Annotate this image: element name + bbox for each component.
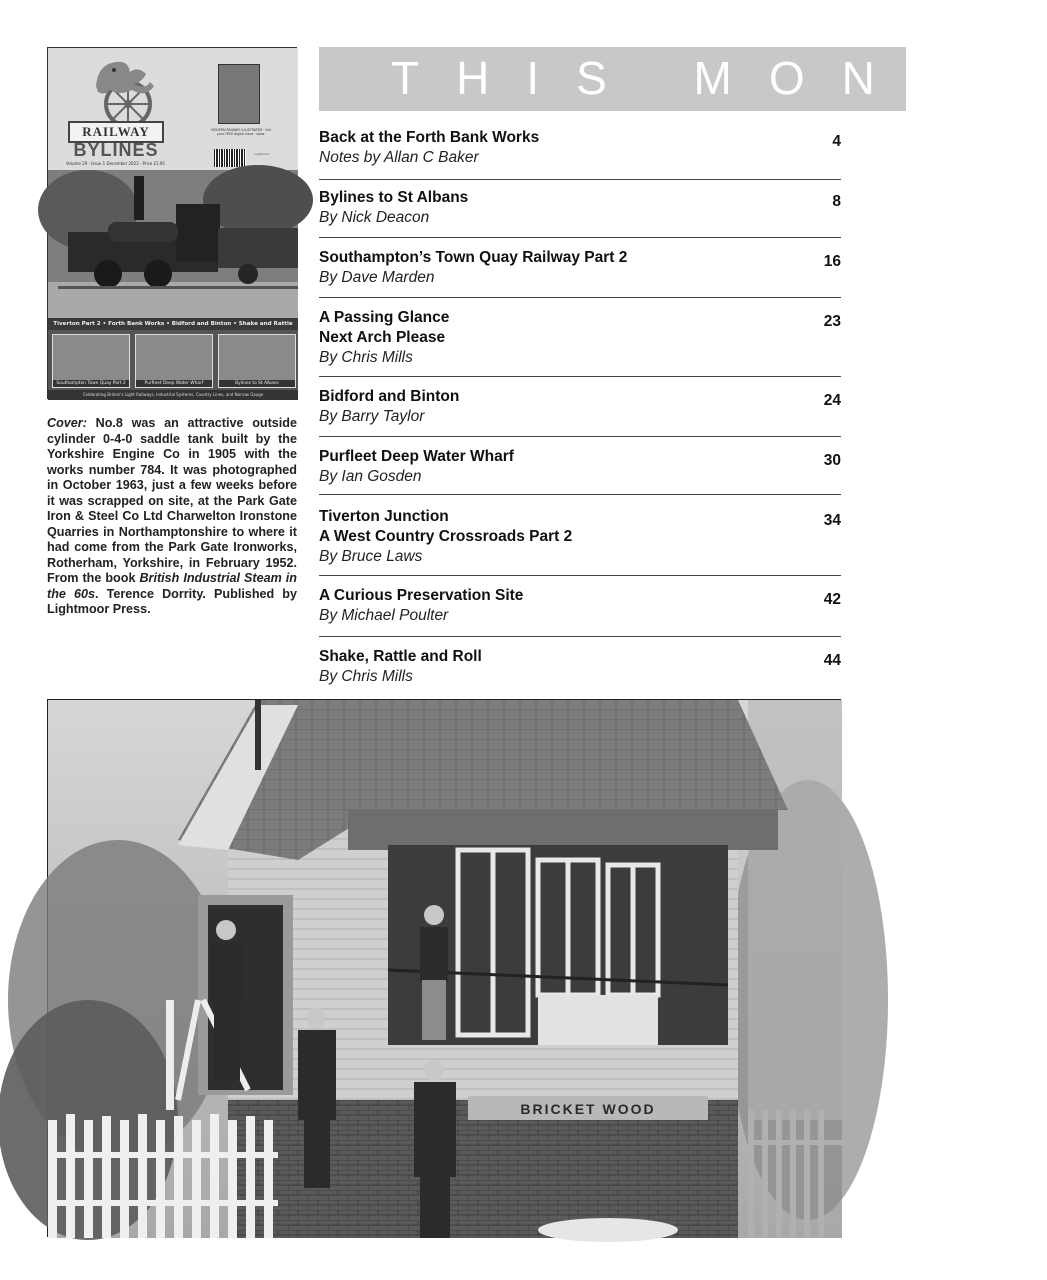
entry-page: 16: [823, 253, 841, 270]
caption-book-title: British Industrial Steam in the 60s: [47, 571, 297, 601]
entry-title: Purfleet Deep Water Wharf: [319, 448, 514, 465]
entry-title: A Curious Preservation Site: [319, 587, 524, 604]
masthead-railway: RAILWAY: [68, 121, 164, 143]
entry-author: By Nick Deacon: [319, 209, 430, 226]
entry-title: Back at the Forth Bank Works: [319, 129, 540, 146]
magazine-cover-thumbnail: [47, 47, 297, 399]
cover-thumb: [52, 334, 130, 388]
cover-thumbnail-row: [48, 330, 298, 390]
entry-page: 42: [823, 591, 841, 608]
entry-title: A Passing Glance: [319, 309, 450, 326]
this-month-banner: [319, 47, 1047, 111]
entry-page: 8: [832, 193, 841, 210]
publisher-mark: Lightmoor: [254, 152, 270, 156]
entry-title: Shake, Rattle and Roll: [319, 648, 482, 665]
entry-subtitle: Next Arch Please: [319, 329, 446, 346]
cover-thumb-caption: Bylines to St Albans: [219, 380, 295, 387]
contents-entry[interactable]: [319, 128, 841, 180]
cover-mini-magazine: [218, 64, 260, 124]
cover-footer: Celebrating Britain's Light Railways, Industrial Systems, Country Lines, and Narrow Gauge: [48, 390, 298, 400]
entry-title: Southampton’s Town Quay Railway Part 2: [319, 249, 628, 266]
entry-title: Tiverton Junction: [319, 508, 449, 525]
entry-author: Notes by Allan C Baker: [319, 149, 479, 166]
entry-page: 4: [832, 133, 841, 150]
caption-body: No.8 was an attractive outside cylinder 0-4-0 saddle tank built by the Yorkshire Engine Co in 1905 with the works number 784. It was photographed in October 1963, just a few weeks before it was scrapped on site, at the Park Gate Iron & Steel Co Ltd Charwelton Ironstone Quarries in Northamptonshire to where it had come from the Park Gate Ironworks, Rotherham, Yorkshire, in February 1952. From the book: [47, 416, 297, 585]
cover-caption: [47, 416, 297, 618]
contents-entry[interactable]: [319, 377, 841, 437]
entry-page: 24: [823, 392, 841, 409]
entry-page: 23: [823, 313, 841, 330]
lion-wheel-logo-icon: [76, 56, 176, 128]
cover-locomotive-photo: [48, 170, 298, 318]
cover-contents-strip: Tiverton Part 2 • Forth Bank Works • Bidford and Binton • Shake and Rattle: [48, 318, 298, 330]
entry-author: By Chris Mills: [319, 668, 413, 685]
cover-thumb-caption: Southampton Town Quay Part 2: [53, 380, 129, 387]
cover-masthead: [48, 48, 298, 170]
contents-entry[interactable]: [319, 238, 841, 298]
entry-author: By Dave Marden: [319, 269, 435, 286]
cover-mini-text: MODERN RAILWAY ILLUSTRATED · Get your FREE digital issue · www.: [211, 128, 271, 136]
entry-author: By Bruce Laws: [319, 548, 423, 565]
entry-author: By Chris Mills: [319, 349, 413, 366]
entry-page: 34: [823, 512, 841, 529]
caption-tail: . Terence Dorrity. Published by Lightmoor Press.: [47, 586, 298, 616]
entry-author: By Ian Gosden: [319, 468, 422, 485]
entry-author: By Michael Poulter: [319, 607, 449, 624]
barcode-icon: [214, 149, 246, 167]
contents-entry[interactable]: [319, 298, 841, 377]
signal-box-illustration: [48, 700, 842, 1238]
entry-author: By Barry Taylor: [319, 408, 425, 425]
contents-list: [319, 128, 841, 689]
cover-thumb: [135, 334, 213, 388]
entry-page: 44: [823, 652, 841, 669]
signal-box-sign: BRICKET WOOD: [520, 1101, 656, 1117]
contents-entry[interactable]: [319, 180, 841, 238]
entry-title: Bidford and Binton: [319, 388, 460, 405]
signal-box-photo: [47, 699, 841, 1237]
caption-lead: Cover:: [47, 416, 87, 430]
banner-title: THIS MONTH: [391, 52, 1047, 104]
contents-entry[interactable]: [319, 637, 841, 689]
entry-page: 30: [823, 452, 841, 469]
cover-thumb: [218, 334, 296, 388]
masthead-bylines: BYLINES: [73, 140, 159, 160]
contents-entry[interactable]: [319, 576, 841, 637]
entry-subtitle: A West Country Crossroads Part 2: [319, 528, 573, 545]
cover-thumb-caption: Purfleet Deep Water Wharf: [136, 380, 212, 387]
contents-entry[interactable]: [319, 437, 841, 495]
cover-issue-line: Volume 29 · Issue 1 December 2023 · Price £5.95: [66, 161, 165, 166]
entry-title: Bylines to St Albans: [319, 189, 469, 206]
contents-entry[interactable]: [319, 495, 841, 576]
